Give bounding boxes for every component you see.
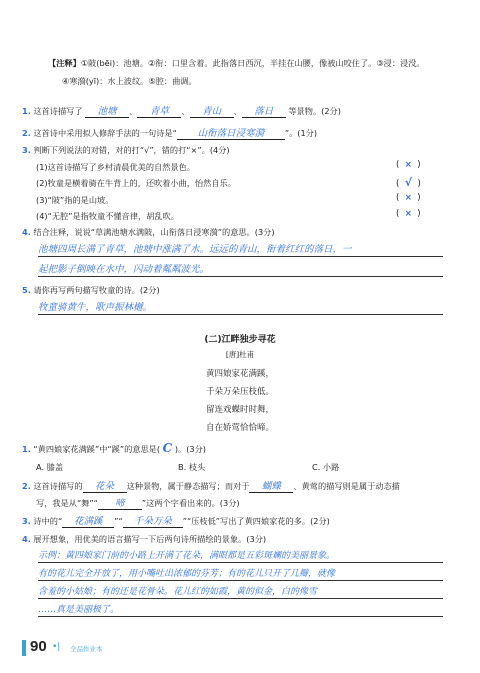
poem-line-4: 自在娇莺恰恰啼。 — [205, 423, 274, 433]
judge-answer-1: ( × ) — [396, 160, 421, 170]
wrong-mark: × — [404, 209, 412, 219]
answer-blank: 千朵万朵 — [123, 516, 183, 528]
footer-separator: •| — [52, 642, 61, 652]
answer-blank: 啼 — [98, 498, 142, 510]
judge-item-2: (2)牧童是横着骑在牛背上的，还吹着小曲，怡然自乐。 — [36, 178, 236, 188]
question-number: 5. — [22, 285, 31, 295]
question-2-3 — [22, 516, 330, 528]
question-number: 4. — [22, 534, 31, 544]
question-1: 1. 这首诗描写了 池塘 、 青草 、 青山 、 落日 等景物。(2分) — [22, 106, 341, 117]
question-number: 3. — [22, 145, 31, 155]
question-text: 诗中的“ — [33, 516, 63, 526]
handwritten-answer-line: 含羞的小姑娘；有的还是花骨朵。花儿红的如霞，黄的似金，白的像雪 — [38, 587, 318, 597]
handwritten-answer-line: ……真是美丽极了。 — [38, 605, 120, 615]
option-b: B. 枝头 — [178, 462, 206, 472]
notes-label: 【注释】 — [48, 58, 81, 68]
question-number: 1. — [22, 106, 31, 116]
question-5 — [22, 285, 160, 296]
option-a: A. 膝盖 — [36, 462, 64, 472]
question-2-2 — [22, 481, 400, 493]
question-number: 4. — [22, 227, 31, 237]
judge-answer-2: ( √ ) — [396, 176, 421, 189]
question-score: )。(3分) — [174, 444, 206, 454]
question-number: 2. — [22, 481, 31, 491]
answer-rule — [38, 256, 443, 257]
question-score: ”。(1分) — [284, 128, 318, 138]
answer-blank: 池塘 — [85, 106, 129, 118]
section-title: (二)江畔独步寻花 — [204, 335, 276, 345]
answer-blank: 青山 — [190, 106, 234, 118]
answer-blank: 落日 — [242, 106, 286, 118]
poem-line-1: 黄四娘家花满蹊， — [205, 369, 274, 379]
judge-answer-4: ( × ) — [396, 209, 421, 219]
question-score: 等景物。(2分) — [288, 106, 341, 116]
poem-line-3: 留连戏蝶时时舞， — [205, 405, 274, 415]
book-name: 全品作业本 — [70, 645, 103, 653]
handwritten-answer-line: 示例：黄四娘家门前的小路上开满了花朵，满眼都是五彩斑斓的美丽景象。 — [38, 551, 336, 561]
wrong-mark: × — [404, 193, 412, 203]
handwritten-answer-line: 起把影子倒映在水中，闪动着粼粼波光。 — [38, 264, 210, 275]
question-text: 这首诗描写了 — [33, 106, 83, 116]
question-text: 结合注释，说说“草满池塘水满陂，山衔落日浸寒漪”的意思。(3分) — [33, 227, 275, 237]
notes-text-1: ①陂(bēi)：池塘。②衔：口里含着。此指落日西沉，半挂在山腰，像被山咬住了。③浸：浸没。 — [80, 58, 425, 68]
question-text: 展开想象，用优美的语言描写一下后两句诗所描绘的景象。(3分) — [33, 534, 267, 544]
handwritten-answer-line: 池塘四周长满了青草，池塘中涨满了水。远远的青山，衔着红红的落日，一 — [38, 244, 352, 255]
question-2 — [22, 128, 317, 140]
answer-blank: 青草 — [137, 106, 181, 118]
check-mark: √ — [404, 176, 413, 189]
answer-choice: C — [162, 441, 173, 455]
answer-rule — [38, 276, 443, 277]
option-c: C. 小路 — [312, 462, 340, 472]
notes-line-2: ④寒漪(yī)：水上波纹。⑤腔：曲调。 — [62, 76, 197, 86]
question-text: “黄四娘家花满蹊”中“蹊”的意思是( — [33, 444, 161, 454]
question-2-1 — [22, 443, 206, 455]
notes-line-1 — [48, 58, 425, 69]
answer-blank: 花朵 — [83, 481, 127, 493]
question-2-2-continued — [36, 498, 240, 510]
wrong-mark: × — [404, 160, 412, 170]
question-number: 2. — [22, 128, 31, 138]
question-text: 这首诗中采用拟人修辞手法的一句诗是“ — [33, 128, 177, 138]
judge-item-3: (3)“陂”指的是山坡。 — [36, 195, 114, 205]
question-number: 3. — [22, 516, 31, 526]
question-text: 、黄莺的描写则是属于动态描 — [293, 481, 400, 491]
question-number: 1. — [22, 444, 31, 454]
answer-rule — [38, 616, 443, 617]
question-text: 写，我是从“舞”“ — [36, 498, 98, 508]
handwritten-answer-line: 有的花儿完全开放了，用小嘴吐出浓郁的芬芳；有的花儿只开了几瓣，就像 — [38, 569, 336, 579]
question-3 — [22, 145, 230, 156]
answer-blank: 蝴蝶 — [249, 481, 293, 493]
question-text: ”“压枝低”写出了黄四娘家花的多。(2分) — [182, 516, 330, 526]
question-text: ”“ — [114, 516, 123, 526]
judge-item-1: (1)这首诗描写了乡村清晨优美的自然景色。 — [36, 162, 195, 172]
answer-rule — [38, 314, 443, 315]
answer-rule — [38, 580, 443, 581]
footer-accent-bar — [22, 640, 26, 656]
question-4 — [22, 227, 275, 238]
question-text: 这首诗描写的 — [33, 481, 83, 491]
answer-blank: 花满蹊 — [62, 516, 114, 528]
judge-item-4: (4)“无腔”是指牧童不懂音律，胡乱吹。 — [36, 211, 179, 221]
question-text: ”这两个字看出来的。(3分) — [141, 498, 240, 508]
poem-author: [唐]杜甫 — [225, 350, 255, 359]
question-2-4 — [22, 534, 266, 545]
question-text: 判断下列说法的对错，对的打“√”，错的打“×”。(4分) — [33, 145, 230, 155]
question-text: 请你再写两句描写牧童的诗。(2分) — [33, 285, 160, 295]
answer-blank: 山衔落日浸寒漪 — [177, 128, 285, 140]
page-number: 90 — [30, 638, 47, 655]
question-text: 这种景物，属于静态描写；而对于 — [126, 481, 250, 491]
handwritten-answer-line: 牧童骑黄牛，歌声振林樾。 — [38, 302, 153, 313]
poem-line-2: 千朵万朵压枝低。 — [205, 387, 274, 397]
judge-answer-3: ( × ) — [396, 193, 421, 203]
answer-rule — [38, 562, 443, 563]
answer-rule — [38, 598, 443, 599]
